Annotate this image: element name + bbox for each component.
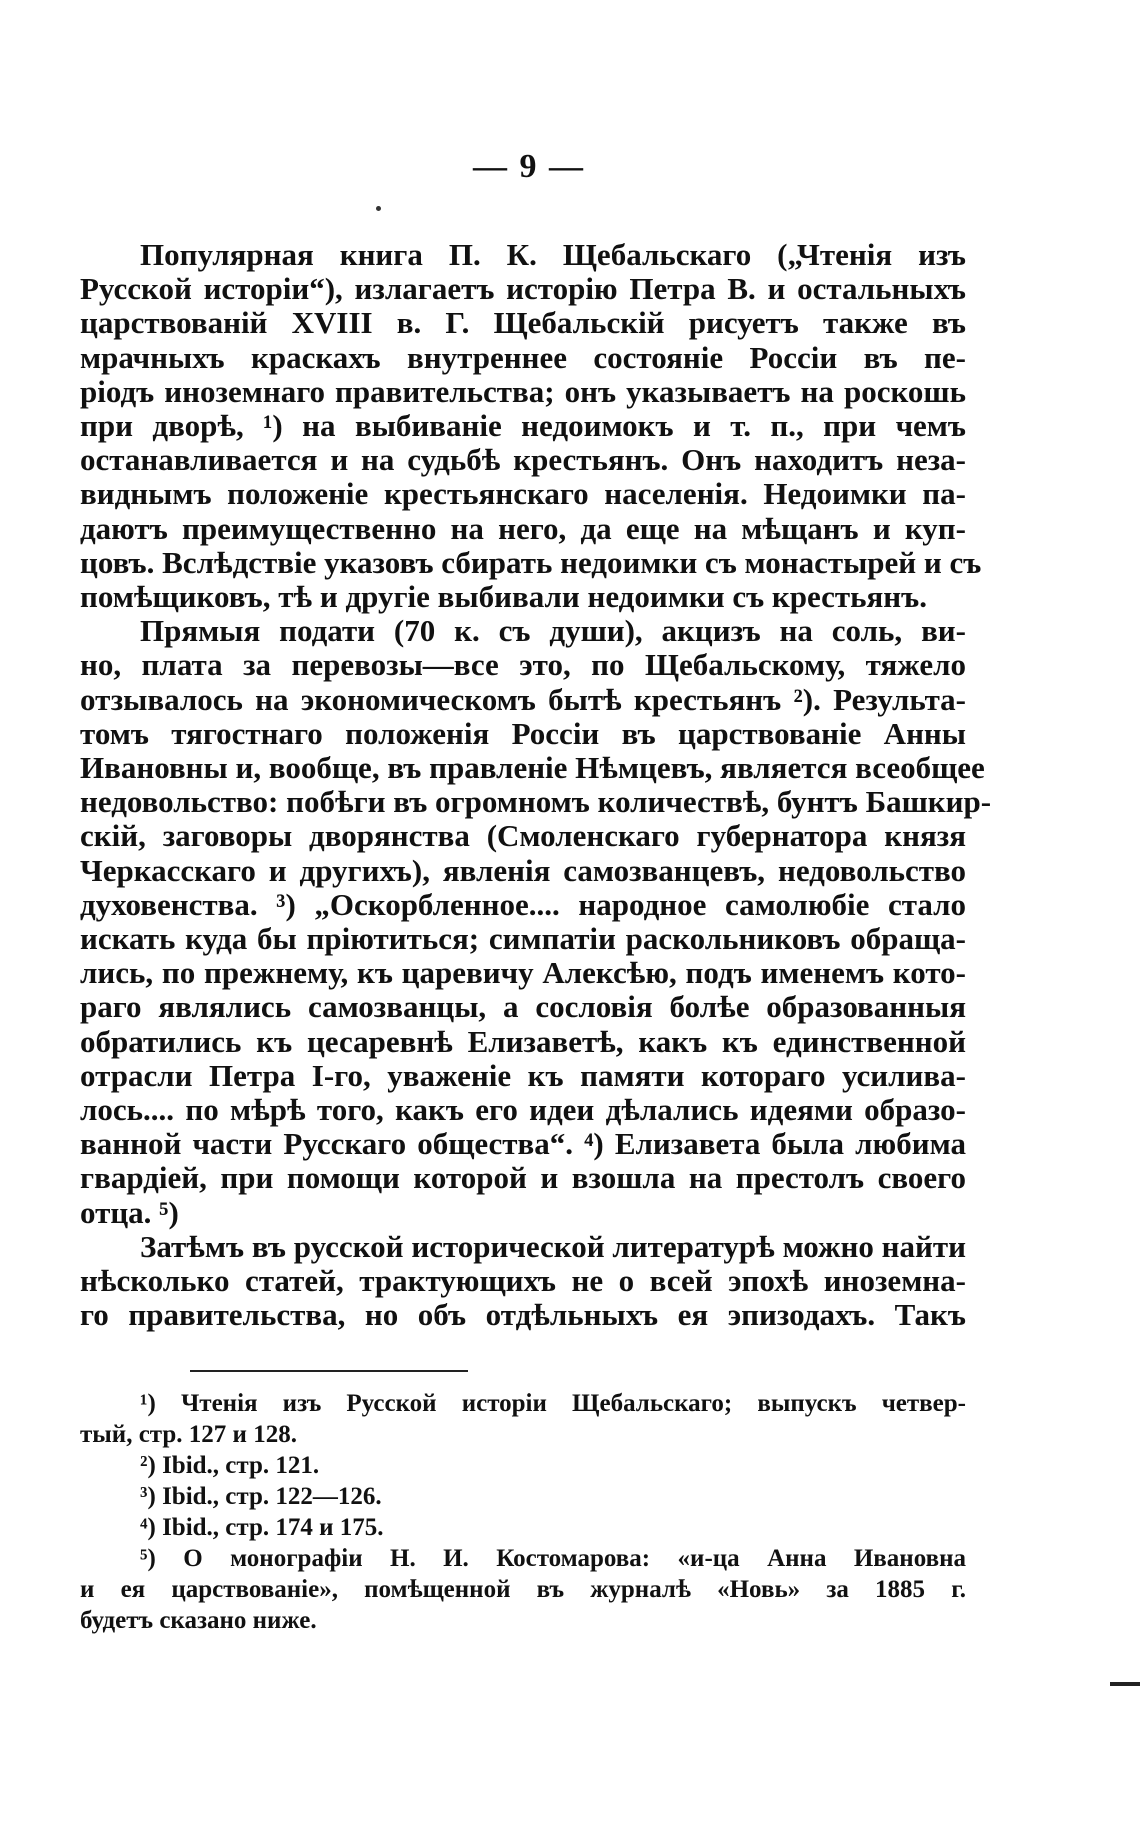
page-number: — 9 —	[473, 148, 585, 185]
text-line: Русской исторіи“), излагаетъ исторію Петра В. и остальныхъ	[80, 271, 966, 307]
footnote-line: ³) Ibid., стр. 122—126.	[140, 1483, 382, 1510]
text-line: помѣщиковъ, тѣ и другіе выбивали недоимки съ крестьянъ.	[80, 579, 927, 615]
paragraph-1	[80, 237, 982, 615]
footnote-3	[80, 1481, 966, 1512]
text-line: Популярная книга П. К. Щебальскаго („Чтенія изъ	[140, 237, 966, 272]
main-text	[80, 237, 992, 1333]
footnote-5	[80, 1543, 966, 1636]
text-line: нѣсколько статей, трактующихъ не о всей эпохѣ иноземна-	[80, 1263, 966, 1299]
text-line: гвардіей, при помощи которой и взошла на престолъ своего	[80, 1160, 966, 1196]
footnote-line: и ея царствованіе», помѣщенной въ журналѣ «Новь» за 1885 г.	[80, 1576, 966, 1603]
print-speck	[376, 206, 381, 211]
margin-mark	[1110, 1682, 1140, 1686]
text-line: Черкасскаго и другихъ), явленія самозванцевъ, недовольство	[80, 852, 966, 888]
text-line: обратились къ цесаревнѣ Елизаветѣ, какъ къ единственной	[80, 1023, 966, 1059]
text-line: отрасли Петра I-го, уваженіе къ памяти котораго усилива-	[80, 1057, 966, 1093]
text-line: ванной части Русскаго общества“. ⁴) Елизавета была любима	[80, 1126, 966, 1162]
text-line: Ивановны и, вообще, въ правленіе Нѣмцевъ, является всеобщее	[80, 750, 985, 786]
text-line: но, плата за перевозы—все это, по Щебальскому, тяжело	[80, 647, 966, 683]
footnote-line: ⁵) О монографіи Н. И. Костомарова: «и-ца Анна Ивановна	[140, 1545, 966, 1572]
text-line: ріодъ иноземнаго правительства; онъ указываетъ на роскошь	[80, 373, 966, 409]
text-line: недовольство: побѣги въ огромномъ количествѣ, бунтъ Башкир-	[80, 784, 992, 820]
footnote-divider	[190, 1370, 468, 1372]
footnotes	[80, 1388, 966, 1636]
text-line: лись, по прежнему, къ царевичу Алексѣю, подъ именемъ кото-	[80, 955, 966, 991]
paragraph-3	[80, 1230, 966, 1333]
text-line: даютъ преимущественно на него, да еще на мѣщанъ и куп-	[80, 510, 966, 546]
text-line: раго являлись самозванцы, а сословія болѣе образованныя	[80, 989, 966, 1025]
footnote-2	[80, 1450, 966, 1481]
footnote-line: будетъ сказано ниже.	[80, 1607, 317, 1634]
text-line: виднымъ положеніе крестьянскаго населенія. Недоимки па-	[80, 476, 966, 512]
text-line: Прямыя подати (70 к. съ души), акцизъ на соль, ви-	[140, 613, 966, 649]
text-line: духовенства. ³) „Оскорбленное.... народное самолюбіе стало	[80, 886, 966, 922]
text-line: отзывалось на экономическомъ бытѣ крестьянъ ²). Результа-	[80, 681, 966, 717]
text-line: го правительства, но объ отдѣльныхъ ея эпизодахъ. Такъ	[80, 1297, 966, 1333]
text-line: мрачныхъ краскахъ внутреннее состояніе Россіи въ пе-	[80, 339, 966, 375]
text-line: при дворѣ, ¹) на выбиваніе недоимокъ и т. п., при чемъ	[80, 408, 966, 444]
text-line: цовъ. Вслѣдствіе указовъ сбирать недоимки съ монастырей и съ	[80, 544, 982, 580]
footnote-line: тый, стр. 127 и 128.	[80, 1421, 297, 1448]
footnote-line: ¹) Чтенія изъ Русской исторіи Щебальскаго; выпускъ четвер-	[140, 1390, 966, 1417]
footnote-line: ⁴) Ibid., стр. 174 и 175.	[140, 1514, 384, 1541]
text-line: искать куда бы пріютиться; симпатіи раскольниковъ обраща-	[80, 921, 966, 957]
footnote-4	[80, 1512, 966, 1543]
text-line: царствованій XVIII в. Г. Щебальскій рисуетъ также въ	[80, 305, 966, 341]
text-line: томъ тягостнаго положенія Россіи въ царствованіе Анны	[80, 715, 966, 751]
text-line: Затѣмъ въ русской исторической литературѣ можно найти	[140, 1228, 966, 1264]
paragraph-2	[80, 613, 992, 1230]
text-line: отца. ⁵)	[80, 1194, 179, 1230]
footnote-line: ²) Ibid., стр. 121.	[140, 1452, 320, 1479]
text-line: скій, заговоры дворянства (Смоленскаго губернатора князя	[80, 818, 966, 854]
footnote-1	[80, 1388, 966, 1450]
text-line: останавливается и на судьбѣ крестьянъ. Онъ находитъ неза-	[80, 442, 966, 478]
text-line: лось.... по мѣрѣ того, какъ его идеи дѣлались идеями образо-	[80, 1092, 966, 1128]
